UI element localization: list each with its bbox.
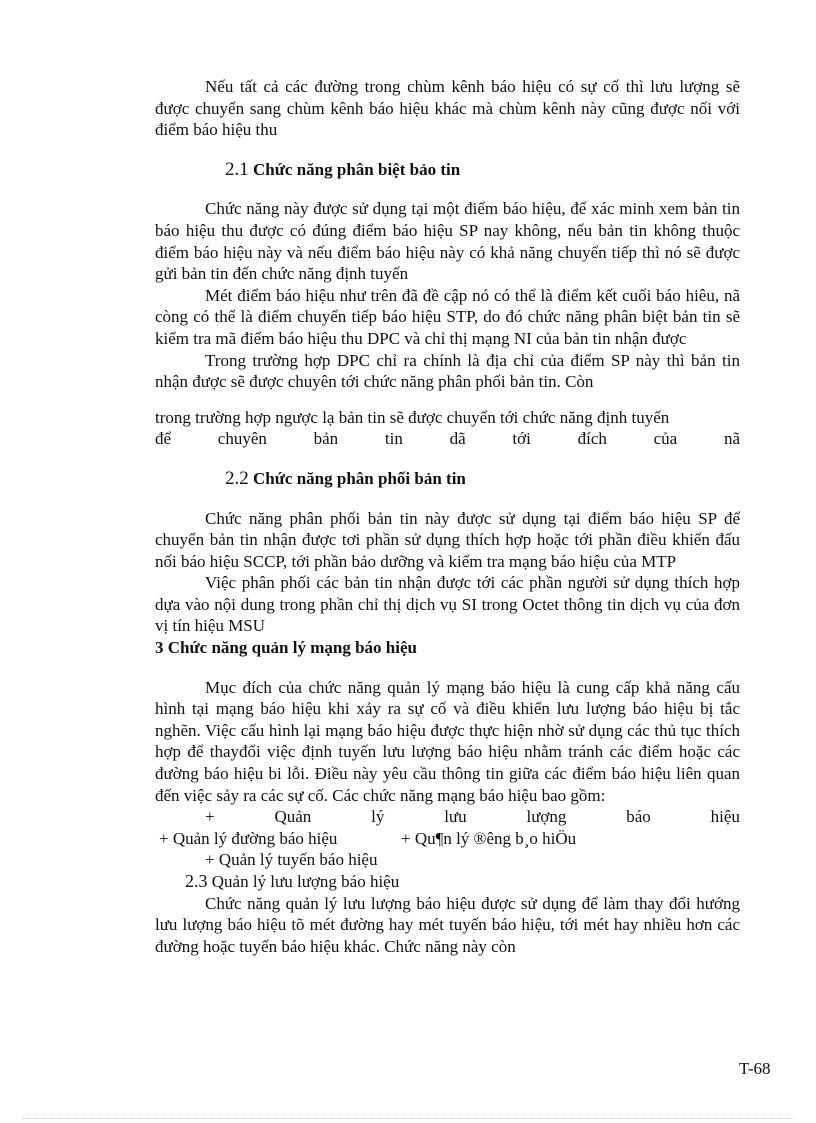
heading-2-1-number: 2.1 — [225, 158, 249, 180]
paragraph-discrimination-dpc: Trong trường hợp DPC chỉ ra chính là địa chỉ của điểm SP này thì bản tin nhận được sẽ được chuyên tới chức năng phân phối bản tin. Còn — [155, 350, 740, 392]
page-content — [155, 76, 740, 957]
list-item-link-management-garbled: + Qu¶n lý ®êng b¸o hiÖu — [401, 828, 577, 848]
heading-2-1 — [155, 159, 740, 181]
heading-2-3-title: Quản lý lưu lượng báo hiệu — [211, 872, 400, 891]
paragraph-traffic-management: Chức năng quản lý lưu lượng báo hiệu được sử dụng để làm thay đổi hướng lưu lượng báo hiệu tõ mét đường hay mét tuyến báo hiệu, tới mét hay nhiều hơn các đường hoặc tuyến báo hiệu khác. Chức năng này còn — [155, 893, 740, 956]
paragraph-signaling-fault: Nếu tất cả các đường trong chùm kênh báo hiệu có sự cố thì lưu lượng sẽ được chuyển sang chùm kênh báo hiệu khác mà chùm kênh này cũng được nối với điểm báo hiệu thu — [155, 77, 740, 140]
list-item-route-management: + Quản lý tuyến báo hiệu — [205, 850, 378, 870]
page-number: T-68 — [739, 1059, 771, 1078]
heading-2-2-title: Chức năng phân phối bản tin — [253, 468, 466, 488]
list-item-link-management-text: + Quản lý đường báo hiệu — [159, 828, 338, 848]
list-item-traffic-management: + Quản lý lưu lượng báo hiệu — [205, 807, 740, 827]
paragraph-discrimination-stp: Mét điểm báo hiệu như trên đã đề cập nó có thể là điểm kết cuối báo hiêu, nã còng có thể là điểm chuyển tiếp báo hiệu STP, do đó chức năng phân biệt bản tin sẽ kiểm tra mã điểm báo hiệu thu DPC và chỉ thị mạng NI của bản tin nhận được — [155, 285, 740, 348]
heading-2-2 — [155, 468, 740, 490]
heading-3: 3 Chức năng quản lý mạng báo hiệu — [155, 638, 417, 658]
heading-2-2-number: 2.2 — [225, 467, 249, 489]
paragraph-routing-continued: trong trường hợp ngược lạ bản tin sẽ được chuyển tới chức năng định tuyến — [155, 407, 670, 427]
page-bottom-divider — [22, 1118, 794, 1119]
paragraph-discrimination-intro: Chức năng này được sử dụng tại một điểm báo hiệu, để xác minh xem bản tin báo hiệu thu được có đúng điểm báo hiệu SP nay không, nếu bản tin không thuộc điểm báo hiệu này và nếu điểm báo hiệu này có khả năng chuyển tiếp thì nó sẽ được gửi bản tin đến chức năng định tuyến — [155, 199, 740, 284]
list-item-link-management — [159, 828, 740, 850]
heading-2-3 — [155, 871, 740, 893]
paragraph-network-management: Mục đích của chức năng quản lý mạng báo hiệu là cung cấp khả năng cấu hình tại mạng báo hiệu khi xảy ra sự cố và điều khiển lưu lượng báo hiệu bị tắc nghẽn. Việc cấu hình lại mạng báo hiệu được thực hiện nhờ sử dụng các thủ tục thích hợp để thayđổi việc định tuyến lưu lượng báo hiệu nhằm tránh các điểm hoặc các đường báo hiệu bi lỗi. Điều này yêu cầu thông tin giữa các điểm báo hiệu liên quan đến việc sảy ra các sự cố. Các chức năng mạng báo hiệu bao gồm: — [155, 677, 740, 805]
heading-2-3-number: 2.3 — [185, 871, 208, 891]
heading-2-1-title: Chức năng phân biệt bảo tin — [253, 159, 461, 179]
paragraph-distribution-intro: Chức năng phân phối bản tin này được sử dụng tại điểm báo hiệu SP để chuyển bản tin nhận được tơi phần sử dụng thích hợp hoặc tới phần điều khiển đấu nối báo hiệu SCCP, tới phần bảo dưỡng và kiểm tra mạng báo hiệu của MTP — [155, 508, 740, 571]
paragraph-distribution-si: Việc phân phối các bản tin nhận được tới các phần người sử dụng thích hợp dựa vào nội dung trong phần chỉ thị dịch vụ SI trong Octet thông tin dịch vụ của đơn vị tín hiệu MSU — [155, 573, 740, 636]
paragraph-routing-destination: để chuyên bản tin dã tới đích của nã — [155, 429, 740, 449]
